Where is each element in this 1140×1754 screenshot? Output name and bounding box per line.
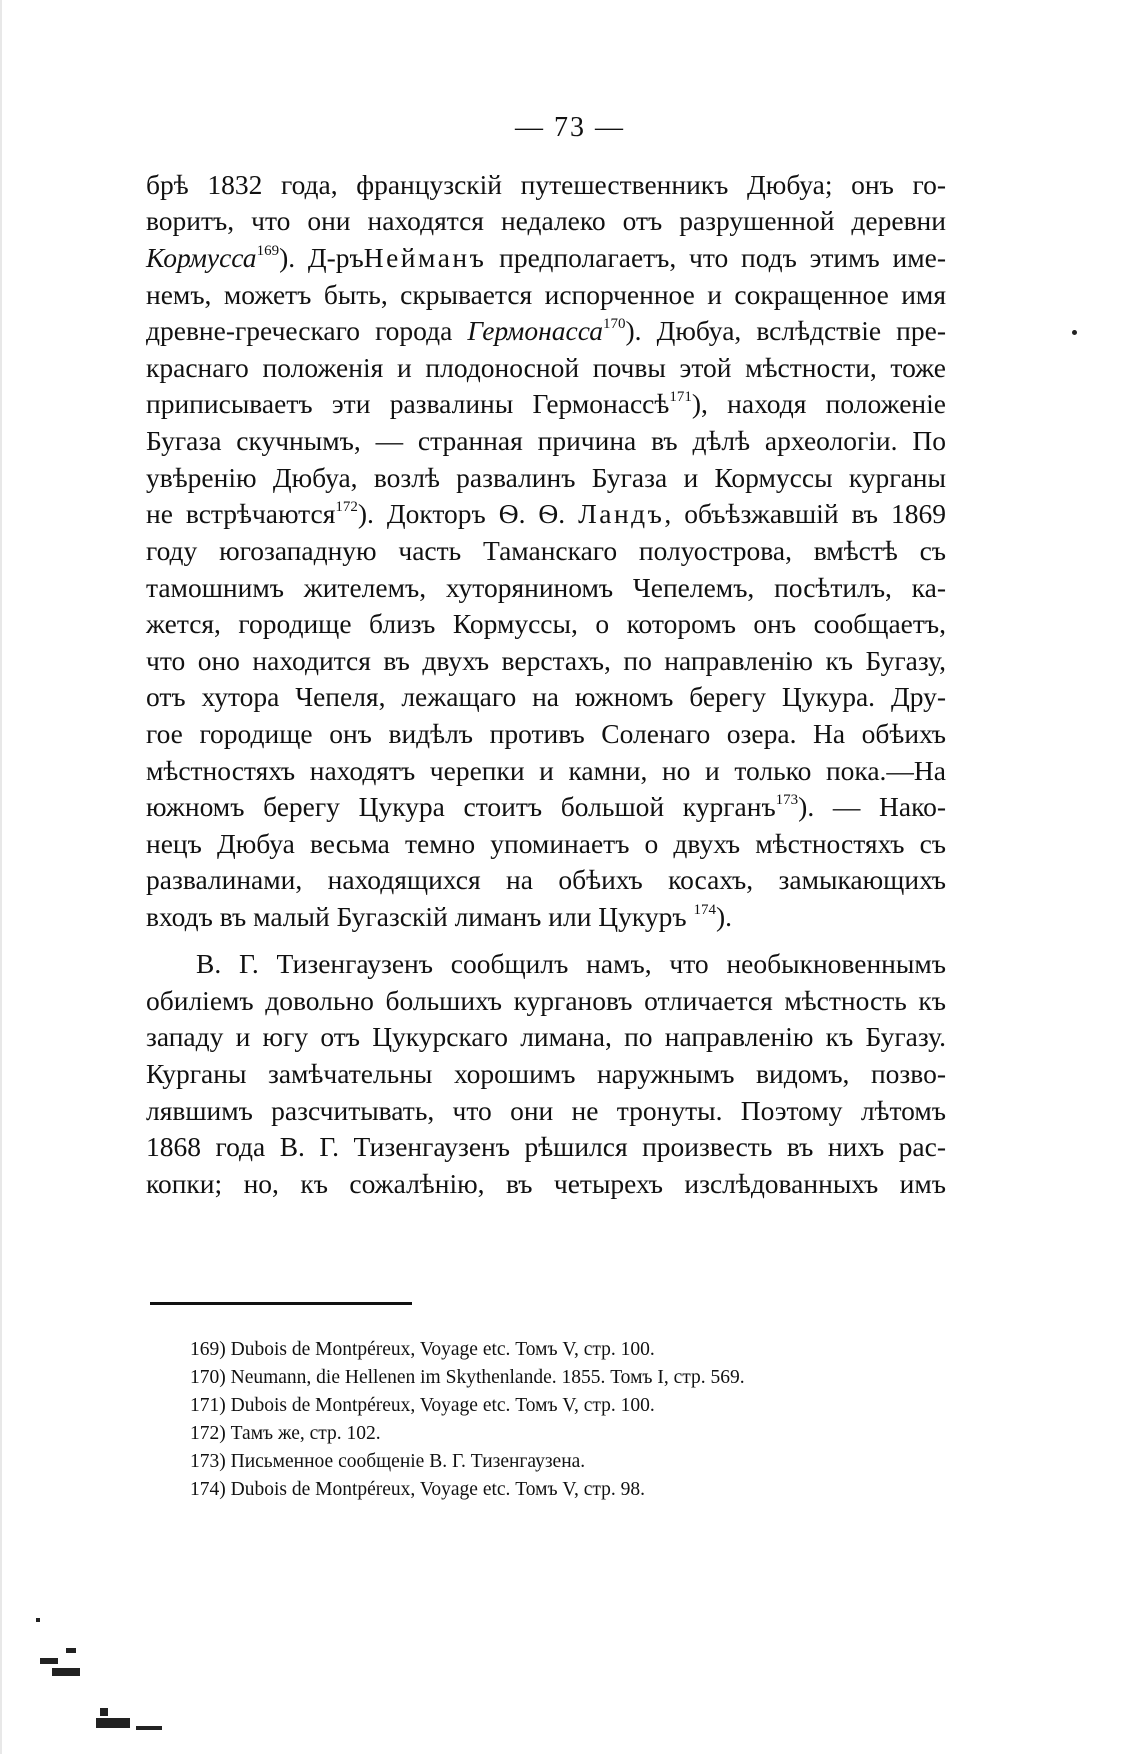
page-number: — 73 — (515, 112, 625, 143)
scan-edge (0, 0, 2, 1754)
footnote-divider (150, 1302, 412, 1305)
text-line: Кормусса$^{169}$). Д-ръНейманъ предполагаетъ, что подъ этимъ име- (146, 242, 947, 273)
speck (96, 1718, 130, 1728)
speck (40, 1658, 58, 1664)
text-line: Бугаза скучнымъ, — странная причина въ дѣлѣ археологіи. По (146, 425, 946, 456)
text-line: году югозападную часть Таманскаго полуострова, вмѣстѣ съ (146, 535, 946, 566)
speck (1072, 330, 1077, 335)
speck (36, 1618, 40, 1622)
text-line: гое городище онъ видѣлъ противъ Соленаго озера. На обѣихъ (146, 718, 946, 749)
footnote: 170) Neumann, die Hellenen im Skythenlande. 1855. Томъ I, стр. 569. (190, 1367, 745, 1388)
italic-place-name: Гермонасса (467, 315, 603, 346)
italic-place-name: Кормусса (146, 242, 257, 273)
spaced-name: Ландъ (578, 498, 665, 529)
speck (66, 1648, 76, 1653)
footnote: 174) Dubois de Montpéreux, Voyage etc. Томъ V, стр. 98. (190, 1479, 646, 1500)
text-line: жется, городище близъ Кормуссы, о которомъ онъ сообщаетъ, (146, 608, 946, 639)
text-line: нецъ Дюбуа весьма темно упоминаетъ о двухъ мѣстностяхъ съ (146, 828, 946, 859)
footnote-ref: 174 (693, 902, 716, 918)
text-line: Курганы замѣчательны хорошимъ наружнымъ видомъ, позво- (146, 1058, 946, 1089)
text-line: мѣстностяхъ находятъ черепки и камни, но и только пока.—На (146, 755, 946, 786)
footnote-ref: 169 (256, 243, 280, 259)
text-line: отъ хутора Чепеля, лежащаго на южномъ берегу Цукура. Дру- (146, 681, 946, 712)
footnote: 172) Тамъ же, стр. 102. (190, 1423, 381, 1444)
footnote: 171) Dubois de Montpéreux, Voyage etc. Томъ V, стр. 100. (190, 1395, 655, 1416)
text-line: южномъ берегу Цукура стоитъ большой курганъ$^{173}$). — Нако- (146, 791, 946, 822)
text-line: древне-греческаго города Гермонасса$^{170}$). Дюбуа, вслѣдствіе пре- (146, 315, 946, 346)
footnote: 173) Письменное сообщеніе В. Г. Тизенгаузена. (190, 1451, 586, 1472)
footnote-ref: 173 (775, 792, 799, 808)
text-line: не встрѣчаются$^{172}$). Докторъ Ѳ. Ѳ. Ландъ, объѣзжавшій въ 1869 (146, 498, 946, 529)
text-line: копки; но, къ сожалѣнію, въ четырехъ изслѣдованныхъ имъ (146, 1168, 946, 1199)
text-line: увѣренію Дюбуа, возлѣ развалинъ Бугаза и Кормуссы курганы (146, 462, 946, 493)
text-line: развалинами, находящихся на обѣихъ косахъ, замыкающихъ (146, 864, 946, 895)
text-line: В. Г. Тизенгаузенъ сообщилъ намъ, что необыкновеннымъ (196, 948, 946, 979)
text-line: что оно находится въ двухъ верстахъ, по направленію къ Бугазу, (146, 645, 946, 676)
speck (136, 1726, 162, 1730)
text-line: западу и югу отъ Цукурскаго лимана, по направленію къ Бугазу. (146, 1021, 946, 1052)
text-line: брѣ 1832 года, французскій путешественникъ Дюбуа; онъ го- (146, 169, 946, 200)
text-line: обиліемъ довольно большихъ кургановъ отличается мѣстность къ (146, 985, 946, 1016)
text-line: лявшимъ разсчитывать, что они не тронуты. Поэтому лѣтомъ (146, 1095, 946, 1126)
text-line: немъ, можетъ быть, скрывается испорченное и сокращенное имя (146, 279, 946, 310)
text-line: краснаго положенія и плодоносной почвы этой мѣстности, тоже (146, 352, 946, 383)
spaced-name: Нейманъ (363, 242, 487, 273)
footnote-ref: 172 (335, 499, 358, 515)
footnote-ref: 170 (602, 316, 626, 332)
footnote-ref: 171 (669, 389, 692, 405)
text-line: тамошнимъ жителемъ, хуторяниномъ Чепелемъ, посѣтилъ, ка- (146, 572, 946, 603)
speck (100, 1708, 108, 1716)
text-line: 1868 года В. Г. Тизенгаузенъ рѣшился произвесть въ нихъ рас- (146, 1131, 946, 1162)
speck (52, 1668, 80, 1676)
text-line: приписываетъ эти развалины Гермонассѣ$^{171}$), находя положеніе (146, 388, 946, 419)
footnote: 169) Dubois de Montpéreux, Voyage etc. Томъ V, стр. 100. (190, 1339, 655, 1360)
text-line: входъ въ малый Бугазскій лиманъ или Цукуръ $^{174}$). (146, 901, 733, 932)
text-line: воритъ, что они находятся недалеко отъ разрушенной деревни (146, 205, 946, 236)
